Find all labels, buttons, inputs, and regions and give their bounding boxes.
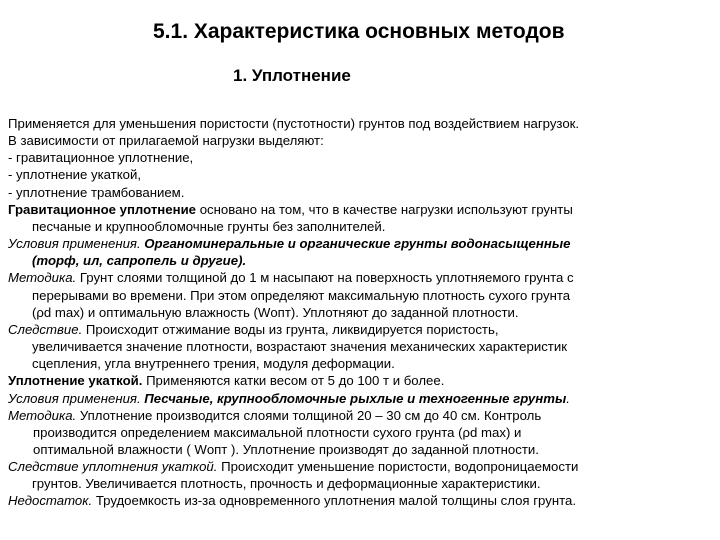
consequence-label: Следствие уплотнения укаткой.: [8, 459, 218, 475]
rolling-term: Уплотнение укаткой.: [8, 373, 143, 389]
conditions-text: Песчаные, крупнообломочные рыхлые и техногенные грунты: [144, 390, 567, 406]
conditions-text: Органоминеральные и органические грунты водонасыщенные: [144, 236, 571, 252]
method-text-cont: перерывами во времени. При этом определяют максимальную плотность сухого грунта: [32, 287, 571, 303]
consequence-text: Происходит отжимание воды из грунта, ликвидируется пористость,: [82, 321, 499, 337]
page-title: 5.1. Характеристика основных методов: [153, 20, 565, 43]
rolling-method: [8, 407, 716, 424]
method-text-cont: оптимальной влажности ( Wопт ). Уплотнение производят до заданной плотности.: [33, 441, 539, 457]
gravity-term: Гравитационное уплотнение: [8, 201, 197, 217]
list-item: - уплотнение укаткой,: [8, 167, 142, 183]
gravity-conditions: [8, 235, 716, 252]
rolling-text: Применяются катки весом от 5 до 100 т и более.: [142, 373, 445, 389]
consequence-label: Следствие.: [8, 321, 83, 337]
method-text-cont: (ρd max) и оптимальную влажность (Wопт). Уплотняют до заданной плотности.: [32, 304, 519, 320]
flaw-text: Трудоемкость из-за одновременного уплотнения малой толщины слоя грунта.: [92, 493, 576, 509]
method-text: Грунт слоями толщиной до 1 м насыпают на поверхность уплотняемого грунта с: [76, 270, 574, 286]
conditions-text-cont: (торф, ил, сапропель и другие).: [32, 253, 247, 269]
gravity-method: [8, 269, 716, 286]
conditions-label: Условия применения.: [8, 236, 145, 252]
conditions-label: Условия применения.: [8, 390, 145, 406]
rolling-flaw: [8, 492, 716, 509]
consequence-text-cont: сцепления, угла внутреннего трения, модуля деформации.: [32, 356, 395, 372]
consequence-text: Происходит уменьшение пористости, водопроницаемости: [217, 459, 579, 475]
method-label: Методика.: [8, 407, 77, 423]
gravity-text: основано на том, что в качестве нагрузки используют грунты: [196, 201, 573, 217]
rolling-consequence: [8, 458, 716, 475]
method-label: Методика.: [8, 270, 77, 286]
rolling-paragraph: [8, 372, 716, 389]
method-text: Уплотнение производится слоями толщиной 20 – 30 см до 40 см. Контроль: [76, 407, 542, 423]
rolling-conditions: [8, 390, 716, 407]
gravity-consequence: [8, 321, 716, 338]
list-item: - гравитационное уплотнение,: [8, 150, 194, 166]
gravity-text-cont: песчаные и крупнообломочные грунты без заполнителей.: [32, 218, 386, 234]
list-item: - уплотнение трамбованием.: [8, 184, 185, 200]
method-text-cont: производится определением максимальной плотности сухого грунта (ρd max) и: [33, 424, 522, 440]
intro-line: Применяется для уменьшения пористости (пустотности) грунтов под воздействием нагрузок.: [8, 116, 580, 131]
flaw-label: Недостаток.: [8, 493, 93, 509]
section-heading: 1. Уплотнение: [233, 66, 351, 85]
consequence-text-cont: грунтов. Увеличивается плотность, прочность и деформационные характеристики.: [32, 476, 541, 492]
consequence-text-cont: увеличивается значение плотности, возрастают значения механических характеристик: [32, 339, 567, 355]
gravity-paragraph: [8, 201, 716, 218]
intro-line: В зависимости от прилагаемой нагрузки выделяют:: [8, 133, 324, 149]
body-text: [8, 115, 716, 510]
conditions-end: .: [566, 390, 570, 406]
